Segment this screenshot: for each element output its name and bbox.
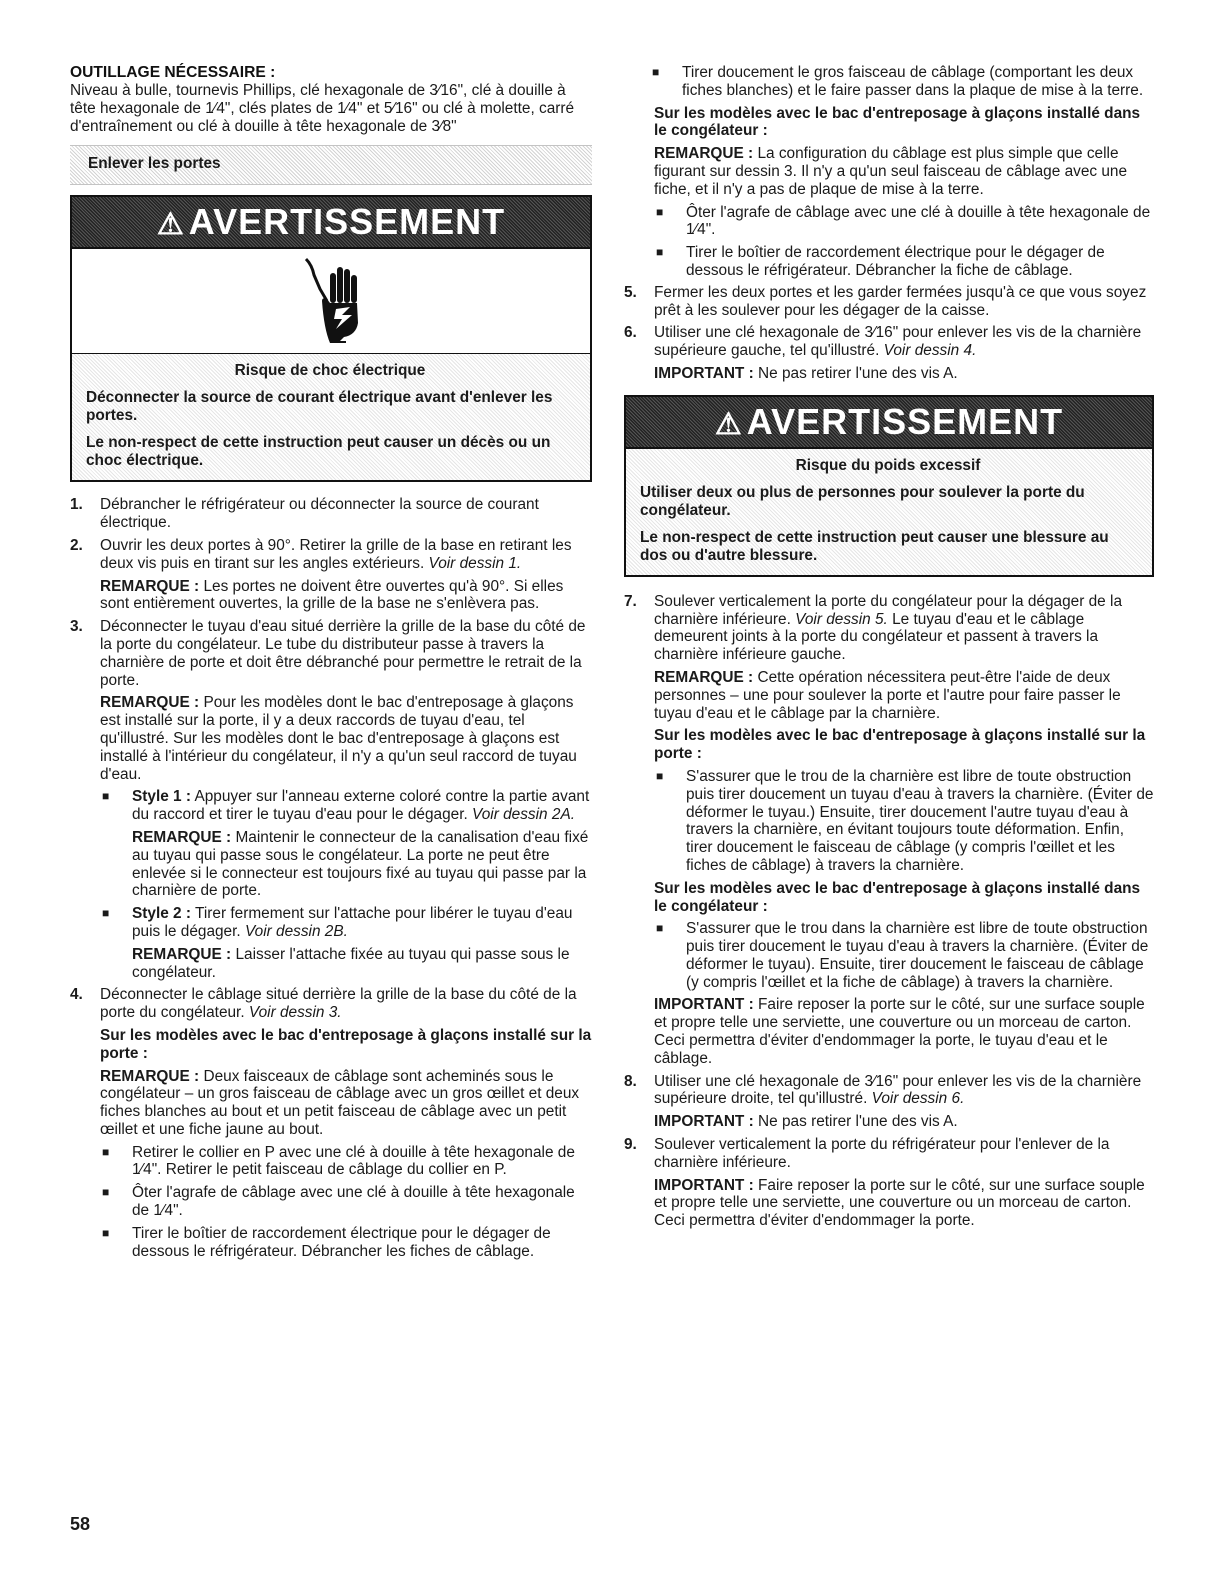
bullet-square-icon: ■ <box>652 65 660 79</box>
bullet-square-icon: ■ <box>102 1225 110 1240</box>
step-text: Le tuyau d'eau et le câblage demeurent joints à la porte du congélateur et passent à travers la charnière inférieure gauche. <box>654 610 1099 664</box>
bullet-text: Tirer le boîtier de raccordement électrique pour le dégager de dessous le réfrigérateur. Débrancher la fiche de câblage. <box>686 244 1105 279</box>
step-text: Utiliser une clé hexagonale de 3⁄16" pour enlever les vis de la charnière supérieure droite, tel qu'illustré. <box>654 1072 1142 1108</box>
warning-line-2: Le non-respect de cette instruction peut causer une blessure au dos ou d'autre blessure. <box>640 528 1109 564</box>
note-label: REMARQUE : <box>654 145 754 163</box>
note-label: REMARQUE : <box>100 1067 200 1085</box>
important-text: Faire reposer la porte sur le côté, sur une surface souple et propre telle une serviette, une couverture ou un morceau de carton. Ceci permettra d'éviter d'endommager la porte. <box>654 1176 1145 1230</box>
tools-heading: OUTILLAGE NÉCESSAIRE : <box>70 64 276 81</box>
section-title: Enlever les portes <box>88 155 221 173</box>
section-header <box>70 145 592 185</box>
bullet-style-2 <box>102 905 592 981</box>
step-6 <box>624 324 1154 382</box>
warning-line-2: Le non-respect de cette instruction peut causer un décès ou un choc électrique. <box>86 434 551 470</box>
style-label: Style 1 : <box>132 788 192 806</box>
step-number: 2. <box>70 536 83 554</box>
bullet-item <box>102 1144 592 1180</box>
step-number: 7. <box>624 592 637 610</box>
step-text: Utiliser une clé hexagonale de 3⁄16" pour enlever les vis de la charnière supérieure gauche, tel qu'illustré. <box>654 324 1142 360</box>
step-number: 8. <box>624 1072 637 1090</box>
important-label: IMPORTANT : <box>654 364 754 382</box>
sub-heading: Sur les modèles avec le bac d'entreposage à glaçons installé dans le congélateur : <box>654 879 1141 915</box>
important-label: IMPORTANT : <box>654 1113 754 1131</box>
step-1 <box>70 496 592 532</box>
bullet-item <box>102 1184 592 1220</box>
bullet-item <box>656 244 1154 280</box>
note-label: REMARQUE : <box>132 945 232 963</box>
step-text: Soulever verticalement la porte du congélateur pour la dégager de la charnière inférieure. <box>654 592 1123 628</box>
step-8 <box>624 1073 1154 1131</box>
bullet-square-icon: ■ <box>102 789 110 804</box>
warning-line-1: Déconnecter la source de courant électrique avant d'enlever les portes. <box>86 389 553 425</box>
note-text: Deux faisceaux de câblage sont acheminés sous le congélateur – un gros faisceau de câblage avec un gros œillet et deux fiches blanches au bout et un petit faisceau de câblage avec un petit œillet et une fiche jaune au bout. <box>100 1067 580 1138</box>
important-text: Ne pas retirer l'une des vis A. <box>753 364 958 382</box>
important-label: IMPORTANT : <box>654 996 754 1014</box>
bullet-square-icon: ■ <box>656 921 664 936</box>
bullet-text: S'assurer que le trou de la charnière est libre de toute obstruction puis tirer doucement un tuyau d'eau à travers la charnière. (Éviter de déformer le tuyau.) Ensuite, tirer doucement l'autre tuyau d'eau à travers la charnière, en évitant toujours toute déformation. Enfin, tirer doucement le faisceau de câblage (y compris l'œillet et les fiches de câblage) à travers la charnière. <box>686 767 1154 874</box>
figure-reference: Voir dessin 6. <box>871 1090 965 1108</box>
bullet-text: S'assurer que le trou dans la charnière est libre de toute obstruction puis tirer doucement le tuyau d'eau à travers la charnière. (Éviter de déformer le tuyau). Ensuite, tirer doucement le faisceau de câblage (y compris l'œillet et la fiche de câblage) à travers la charnière. <box>686 920 1149 991</box>
step-9 <box>624 1136 1154 1230</box>
figure-reference: Voir dessin 2A. <box>472 806 575 824</box>
note-text: Les portes ne doivent être ouvertes qu'à 90°. Si elles sont entièrement ouvertes, la grille de la base ne s'enlèvera pas. <box>100 577 564 613</box>
bullet-item <box>656 920 1154 991</box>
bullet-square-icon: ■ <box>102 1185 110 1200</box>
note-text: Laisser l'attache fixée au tuyau qui passe sous le congélateur. <box>132 945 570 981</box>
warning-body <box>626 449 1152 575</box>
figure-reference: Voir dessin 5. <box>795 610 888 628</box>
figure-reference: Voir dessin 2B. <box>244 922 348 940</box>
warning-triangle-icon: ⚠ <box>714 407 743 441</box>
style-label: Style 2 : <box>132 905 192 923</box>
important-text: Faire reposer la porte sur le côté, sur une surface souple et propre telle une serviette, une couverture ou un morceau de carton. Ceci permettra d'éviter d'endommager la porte, le tuyau d'eau et le câblage. <box>654 996 1145 1067</box>
bullet-square-icon: ■ <box>102 906 110 921</box>
step-number: 3. <box>70 618 83 636</box>
note-label: REMARQUE : <box>654 668 754 686</box>
step-number: 6. <box>624 324 637 342</box>
bullet-text: Tirer le boîtier de raccordement électrique pour le dégager de dessous le réfrigérateur. Débrancher les fiches de câblage. <box>132 1224 551 1260</box>
figure-reference: Voir dessin 4. <box>883 342 977 360</box>
warning-title: AVERTISSEMENT <box>188 201 506 243</box>
bullet-item <box>652 64 1154 100</box>
note-text: Maintenir le connecteur de la canalisation d'eau fixé au tuyau qui passe sous le congélateur. La porte ne peut être enlevée si le connecteur est toujours fixé au tuyau qui passe par la charnière de porte. <box>132 828 589 900</box>
bullet-item <box>656 768 1154 875</box>
note-label: REMARQUE : <box>132 828 232 846</box>
page-number: 58 <box>70 1514 91 1534</box>
step-5 <box>624 284 1154 320</box>
bullet-item <box>102 1225 592 1261</box>
step-text: Déconnecter le câblage situé derrière la grille de la base du côté de la porte du congélateur. <box>100 986 577 1022</box>
step-text: Déconnecter le tuyau d'eau situé derrière la grille de la base du côté de la porte du congélateur. Le tube du distributeur passe à travers la charnière de porte et doit être débranché pour permettre le retrait de la porte. <box>100 618 586 689</box>
step-2 <box>70 537 592 613</box>
shock-hazard-icon-area <box>72 249 590 354</box>
bullet-square-icon: ■ <box>656 204 664 219</box>
warning-title: AVERTISSEMENT <box>746 400 1064 442</box>
warning-risk: Risque de choc électrique <box>234 362 426 380</box>
sub-heading: Sur les modèles avec le bac d'entreposage à glaçons installé sur la porte : <box>654 727 1146 763</box>
warning-body <box>72 354 590 480</box>
step-number: 5. <box>624 283 637 301</box>
tools-text: Niveau à bulle, tournevis Phillips, clé hexagonale de 3⁄16", clé à douille à tête hexagonale de 1⁄4", clés plates de 1⁄4" et 5⁄16" ou clé à molette, carré d'entraînement ou clé à douille à tête hexagonale de 3⁄8" <box>70 82 575 135</box>
right-column <box>624 64 1154 1235</box>
bullet-item <box>656 204 1154 240</box>
left-column <box>70 64 592 1265</box>
bullet-text: Appuyer sur l'anneau externe coloré contre la partie avant du raccord et tirer le tuyau d'eau pour le dégager. <box>132 788 590 824</box>
important-label: IMPORTANT : <box>654 1176 754 1194</box>
note-label: REMARQUE : <box>100 577 200 595</box>
bullet-style-1 <box>102 788 592 900</box>
warning-box-electric <box>70 195 592 482</box>
electric-shock-hand-icon <box>300 257 370 343</box>
note-text: Pour les modèles dont le bac d'entreposage à glaçons est installé sur la porte, il y a deux raccords de tuyau d'eau, tel qu'illustré. Sur les modèles dont le bac d'entreposage à glaçons est installé à l'intérieur du congélateur, il n'y a qu'un seul raccord de tuyau d'eau. <box>100 694 577 783</box>
warning-triangle-icon: ⚠ <box>156 208 185 242</box>
warning-line-1: Utiliser deux ou plus de personnes pour soulever la porte du congélateur. <box>640 483 1085 519</box>
step-text: Ouvrir les deux portes à 90°. Retirer la grille de la base en retirant les deux vis puis en tirant sur les angles extérieurs. <box>100 536 572 572</box>
step-number: 4. <box>70 986 83 1004</box>
note-label: REMARQUE : <box>100 694 200 712</box>
step-7 <box>624 593 1154 1068</box>
step-text: Débrancher le réfrigérateur ou déconnecter la source de courant électrique. <box>100 496 539 532</box>
important-text: Ne pas retirer l'une des vis A. <box>753 1113 958 1131</box>
sub-heading: Sur les modèles avec le bac d'entreposage à glaçons installé sur la porte : <box>100 1026 592 1062</box>
note-text: La configuration du câblage est plus simple que celle figurant sur dessin 3. Il n'y a qu'un seul faisceau de câblage avec une fiche, et il n'y a pas de plaque de mise à la terre. <box>654 145 1128 198</box>
warning-header <box>72 197 590 249</box>
warning-header <box>626 397 1152 449</box>
step-text: Soulever verticalement la porte du réfrigérateur pour l'enlever de la charnière inférieure. <box>654 1136 1110 1171</box>
bullet-square-icon: ■ <box>656 245 664 260</box>
note-text: Cette opération nécessitera peut-être l'aide de deux personnes – une pour soulever la porte et l'autre pour faire passer le tuyau d'eau et le câblage par la charnière. <box>654 668 1121 722</box>
step-number: 1. <box>70 496 83 514</box>
bullet-text: Tirer doucement le gros faisceau de câblage (comportant les deux fiches blanches) et le faire passer dans la plaque de mise à la terre. <box>682 64 1144 99</box>
warning-risk: Risque du poids excessif <box>795 456 981 474</box>
step-number: 9. <box>624 1136 637 1154</box>
bullet-text: Ôter l'agrafe de câblage avec une clé à douille à tête hexagonale de 1⁄4". <box>686 203 1151 239</box>
step-text: Fermer les deux portes et les garder fermées jusqu'à ce que vous soyez prêt à les soulever pour les dégager de la caisse. <box>654 283 1147 319</box>
bullet-text: Retirer le collier en P avec une clé à douille à tête hexagonale de 1⁄4". Retirer le petit faisceau de câblage du collier en P. <box>132 1143 575 1179</box>
sub-heading: Sur les modèles avec le bac d'entreposage à glaçons installé dans le congélateur : <box>654 104 1141 140</box>
bullet-square-icon: ■ <box>102 1144 110 1159</box>
step-4 <box>70 986 592 1260</box>
warning-box-weight <box>624 395 1154 577</box>
bullet-square-icon: ■ <box>656 768 664 783</box>
figure-reference: Voir dessin 1. <box>428 554 522 572</box>
bullet-text: Ôter l'agrafe de câblage avec une clé à douille à tête hexagonale de 1⁄4". <box>132 1184 575 1220</box>
bullet-text: Tirer fermement sur l'attache pour libérer le tuyau d'eau puis le dégager. <box>132 905 573 940</box>
figure-reference: Voir dessin 3. <box>248 1004 342 1022</box>
step-3 <box>70 618 592 981</box>
